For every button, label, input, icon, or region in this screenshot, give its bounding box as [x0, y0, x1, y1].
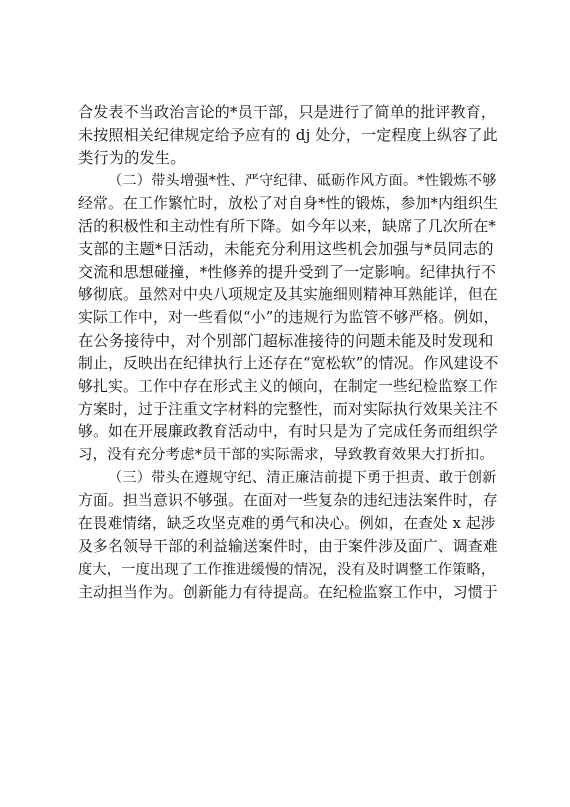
text-line: 够扎实。工作中存在形式主义的倾向，在制定一些纪检监察工作 — [78, 377, 498, 395]
text-line: 主动担当作为。创新能力有待提高。在纪检监察工作中，习惯于 — [78, 583, 498, 601]
text-line: 及多名领导干部的利益输送案件时，由于案件涉及面广、调查难 — [78, 537, 498, 555]
text-line: 够。如在开展廉政教育活动中，有时只是为了完成任务而组织学 — [78, 423, 498, 441]
text-line: 习，没有充分考虑*员干部的实际需求，导致教育效果大打折扣。 — [78, 447, 494, 464]
text-line: 度大，一度出现了工作推进缓慢的情况，没有及时调整工作策略， — [78, 561, 496, 578]
text-line: 在畏难情绪，缺乏攻坚克难的勇气和决心。例如，在查处 x 起涉 — [78, 515, 496, 533]
text-line: 方面。担当意识不够强。在面对一些复杂的违纪违法案件时，存 — [78, 492, 498, 510]
text-line: 活的积极性和主动性有所下降。如今年以来，缺席了几次所在* — [78, 217, 497, 236]
text-line: 合发表不当政治言论的*员干部，只是进行了简单的批评教育， — [78, 103, 497, 121]
text-line: 经常。在工作繁忙时，放松了对自身*性的锻炼，参加*内组织生 — [78, 194, 499, 212]
document-body — [78, 101, 498, 605]
text-line: 类行为的发生。 — [78, 148, 186, 167]
text-line: 交流和思想碰撞，*性修养的提升受到了一定影响。纪律执行不 — [78, 263, 497, 282]
text-line: 方案时，过于注重文字材料的完整性，而对实际执行效果关注不 — [78, 400, 498, 418]
text-line: 制止，反映出在纪律执行上还存在“宽松软”的情况。作风建设不 — [78, 354, 499, 372]
section-three-heading-line: （三）带头在遵规守纪、清正廉洁前提下勇于担责、敢于创新 — [108, 470, 497, 487]
text-line: 实际工作中，对一些看似“小”的违规行为监管不够严格。例如， — [78, 309, 499, 327]
text-line: 未按照相关纪律规定给予应有的 dj 处分，一定程度上纵容了此 — [78, 125, 498, 144]
text-line: 够彻底。虽然对中央八项规定及其实施细则精神耳熟能详，但在 — [78, 286, 498, 304]
text-line: 在公务接待中，对个别部门超标准接待的问题未能及时发现和 — [78, 331, 494, 350]
section-two-heading-line: （二）带头增强*性、严守纪律、砥砺作风方面。*性锻炼不够 — [108, 172, 497, 189]
text-line: 支部的主题*日活动，未能充分利用这些机会加强与*员同志的 — [78, 240, 494, 259]
